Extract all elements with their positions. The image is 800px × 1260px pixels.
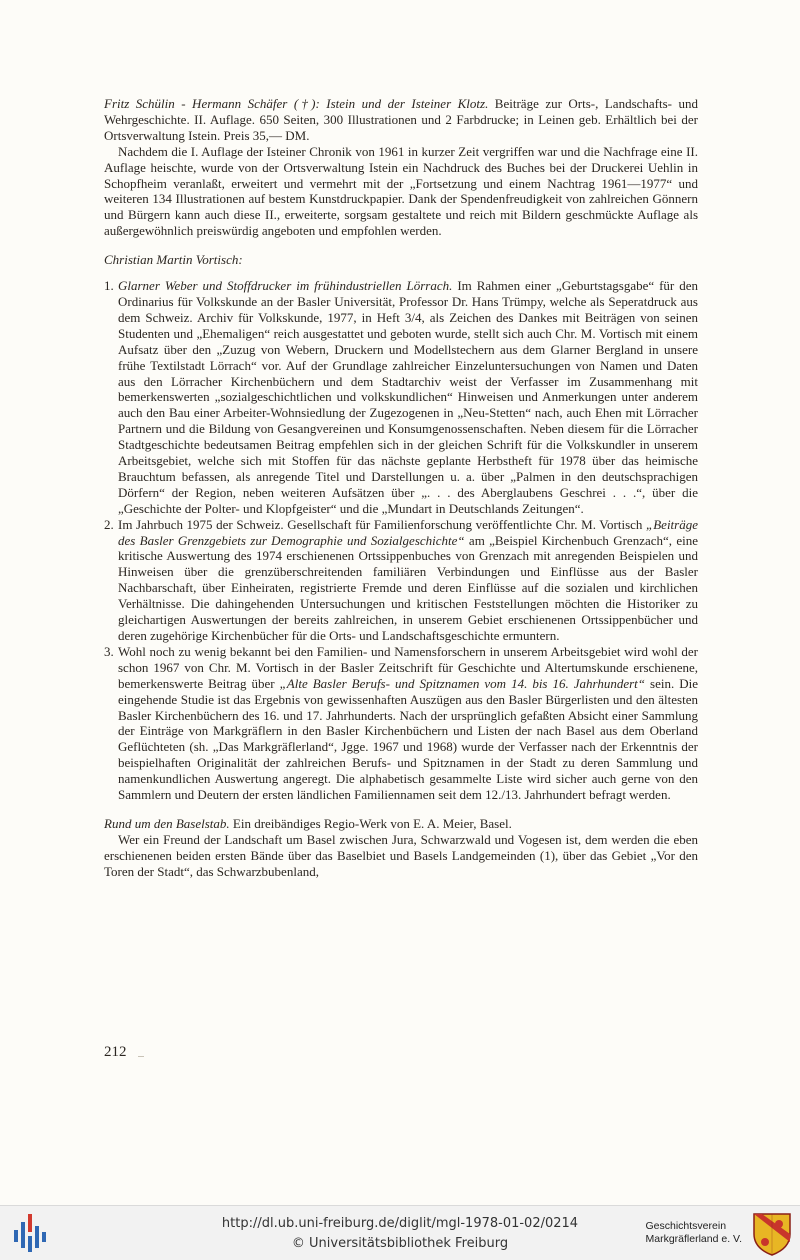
entry-vortisch-heading: Christian Martin Vortisch:: [104, 252, 243, 268]
list-item-title: „Alte Basler Berufs- und Spitznamen vom 14. bis 16. Jahrhundert“: [279, 675, 646, 691]
list-item-number: 2.: [104, 516, 114, 532]
entry-baselstab-body: Wer ein Freund der Landschaft um Basel zwischen Jura, Schwarzwald und Vogesen ist, dem werden die eben erschienenen beiden ersten Bände über das Baselbiet und Basels Landgemeinden (1), über das Gebiet „Vor den Toren der Stadt“, das Schwarzbubenland,: [104, 831, 698, 879]
society-crest-icon[interactable]: [752, 1212, 792, 1256]
list-item-text: am „Beispiel Kirchenbuch Grenzach“, eine kritische Auswertung des 1974 erschienenen Ortssippenbuches von Grenzach mit anregenden Beispielen und Hinweisen über die grenzüberschreitenden familiären Verbindungen und Einflüsse aus der Basler Nachbarschaft, über Einheiraten, registrierte Fremde und deren Einflüsse auf die sozialen und kirchlichen Verhältnisse. Die dahingehenden Untersuchungen und kritischen Feststellungen möchten die Historiker zu gleichartigen Auswertungen der bereits zahlreichen, in unserem Gebiet erschienenen Ortssippenbücher und deren zugehörige Kirchenbücher für die Orts- und Landschaftsgeschichte ermuntern.: [118, 532, 698, 643]
entry-istein: [104, 96, 698, 144]
page-number: 212: [104, 1044, 127, 1060]
page-content: [104, 96, 698, 880]
list-item-title: Glarner Weber und Stoffdrucker im frühindustriellen Lörrach.: [118, 278, 453, 294]
list-item: [104, 278, 698, 517]
list-item-title: „Beiträge des Basler Grenzgebiets zur Demographie und Sozialgeschichte“: [118, 516, 698, 548]
page-number-mark: [138, 1056, 144, 1057]
entry-istein-details: Beiträge zur Orts-, Landschafts- und Wehrgeschichte. II. Auflage. 650 Seiten, 300 Illustrationen und 2 Farbdrucke; in Leinen geb. Erhältlich bei der Ortsverwaltung Istein. Preis 35,— DM.: [104, 96, 698, 143]
list-item-text: Im Rahmen einer „Geburtstagsgabe“ für den Ordinarius für Volkskunde an der Basler Universität, Professor Dr. Hans Trümpy, welche als Seperatdruck aus dem Schweiz. Archiv für Volkskunde, 1977, in Heft 3/4, als Zeichen des Dankes mit Beiträgen von seinen Studenten und „Ehemaligen“ reich ausgestattet und geboten wurde, stellt sich auch Chr. M. Vortisch mit einem Aufsatz über den „Zuzug von Webern, Druckern und Modellstechern aus dem Glarner Bergland in unsere frühe Textilstadt Lörrach“ vor. Auf der Grundlage zahlreicher Einzeluntersuchungen von Namen und Daten aus den Lörracher Kirchenbüchern und dem Stadtarchiv weist der Verfasser im Zusammenhang mit bemerkenswerten „sozialgeschichtlichen und volkskundlichen“ Hinweisen und Anmerkungen unter anderem auch den Bau einer Arbeiter-Wohnsiedlung der Zugezogenen in „Neu-Stetten“ nach, auch Ehen mit Lörracher Partnern und die Bildung von Gesangvereinen und Konsumgenossenschaften. Neben diesem für die Lörracher Stadtgeschichte bedeutsamen Beitrag empfehlen sich in der gleichen Schrift für die Volkskundler in unserem Arbeitsgebiet, welche sich mit Stoffen für das nächste geplante Herbstheft für 1978 über das heimische Brauchtum befassen, als anregende Titel und Darstellungen u. a. über „Palmen in den deutschsprachigen Dörfern“ der Region, neben weiteren Aufsätzen über „. . . des Aberglaubens Geschrei . . .“, über die „Geschichte der Polter- und Klopfgeister“ und die „Mundart in Deutschlands Zeitungen“.: [118, 278, 698, 516]
list-item-pre: Wohl noch zu wenig bekannt bei den Familien- und Namensforschern in unserem Arbeitsgebiet wird wohl der schon 1967 von Chr. M. Vortisch in der Basler Zeitschrift für Geschichte und Altertumskunde erschienene, bemerkenswerte Beitrag über: [118, 643, 698, 691]
entry-baselstab-details: Ein dreibändiges Regio-Werk von E. A. Meier, Basel.: [229, 815, 512, 831]
footer-bar: [0, 1205, 800, 1260]
list-item: [104, 644, 698, 803]
entry-istein-title: Fritz Schülin - Hermann Schäfer (†): Istein und der Isteiner Klotz.: [104, 96, 489, 111]
list-item-number: 1.: [104, 278, 114, 294]
list-item: [104, 517, 698, 644]
society-name: Geschichtsverein Markgräflerland e. V.: [645, 1220, 742, 1245]
entry-istein-body: Nachdem die I. Auflage der Isteiner Chronik von 1961 in kurzer Zeit vergriffen war und die Nachfrage eine II. Auflage heischte, wurde von der Ortsverwaltung Istein ein Nachdruck des Buches bei der Druckerei Uehlin in Schopfheim veranlaßt, erweitert und vermehrt mit der „Fortsetzung und einem Nachtrag 1961—1977“ und weiteren 134 Illustrationen auf bestem Kunstdruckpapier. Dank der Spendenfreudigkeit von zahlreichen Gönnern und Bürgern kann auch diese II., erweiterte, sorgsam gestaltete und reich mit Bildern geschmückte Auflage als außergewöhnlich preiswürdig angeboten und empfohlen werden.: [104, 143, 698, 239]
list-item-pre: Im Jahrbuch 1975 der Schweiz. Gesellschaft für Familienforschung veröffentlichte Chr. M. Vortisch: [118, 516, 646, 532]
permalink[interactable]: http://dl.ub.uni-freiburg.de/diglit/mgl-1978-01-02/0214: [221, 1216, 579, 1231]
list-item-number: 3.: [104, 643, 114, 659]
entry-baselstab: [104, 816, 698, 832]
vortisch-list: [104, 278, 698, 803]
entry-baselstab-title: Rund um den Baselstab.: [104, 815, 230, 831]
list-item-text: sein. Die eingehende Studie ist das Ergebnis von gewissenhaften Auszügen aus den Basler Bürgerlisten und den ältesten Basler Kirchenbüchern des 16. und 17. Jahrhunderts. Nach der ursprünglich gefaßten Absicht einer Sammlung der Einträge von Markgräflern in den Basler Kirchenbüchern und Listen der nach Basel aus dem Oberland Geflüchteten (sh. „Das Markgräflerland“, Jgge. 1967 und 1968) wurde der Verfasser nach der Erkenntnis der beispielhaften Originalität der zahlreichen Berufs- und Spitznamen in der Stadt zu deren Sammlung und namenkundlichen Auswertung angeregt. Die alphabetisch gesammelte Liste wird sicher auch gerne von den Sammlern und Deutern der ersten ländlichen Familiennamen seit dem 12./13. Jahrhundert befragt werden.: [118, 675, 698, 803]
copyright-notice: © Universitätsbibliothek Freiburg: [291, 1236, 509, 1251]
